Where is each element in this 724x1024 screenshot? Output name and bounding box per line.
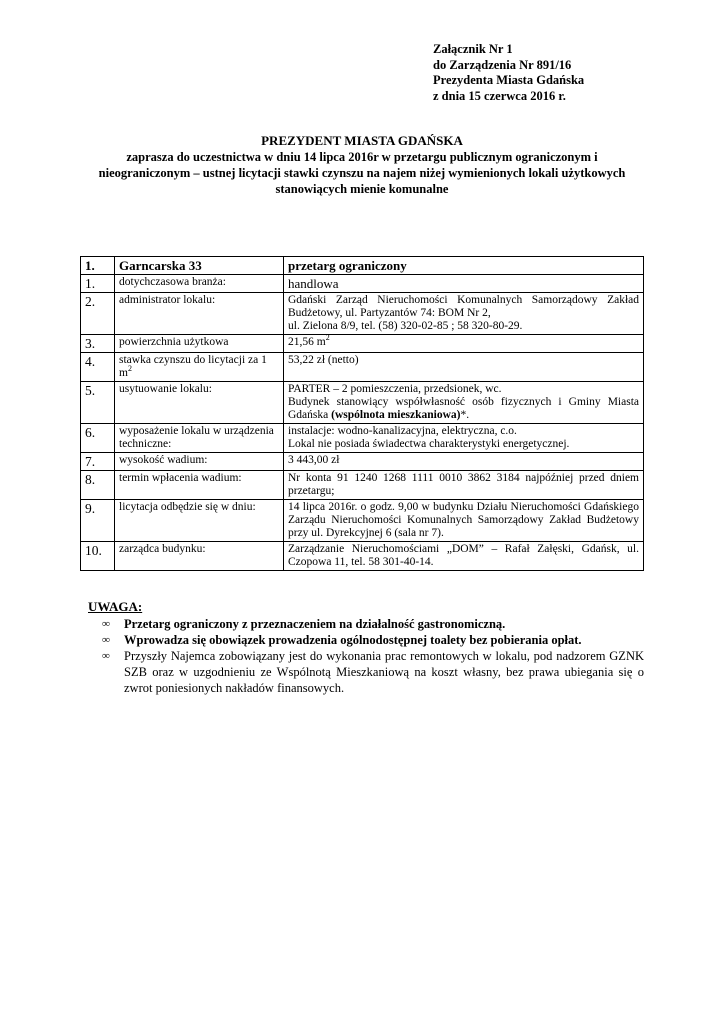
property-address: Garncarska 33 [115,257,284,275]
infinity-bullet-icon: ∞ [102,650,110,662]
row-number: 8. [81,471,115,500]
row-label: usytuowanie lokalu: [115,382,284,424]
attachment-number: Załącznik Nr 1 [433,42,513,56]
table-row [81,382,644,424]
row-number: 10. [81,542,115,571]
row-number: 5. [81,382,115,424]
admin-contact: ul. Zielona 8/9, tel. (58) 320-02-85 ; 58 320-80-29. [288,320,523,332]
row-value [284,424,644,453]
notes-section [88,599,644,696]
row-number: 6. [81,424,115,453]
row-number: 1. [81,257,115,275]
table-row [81,424,644,453]
table-row [81,500,644,542]
row-label: zarządca budynku: [115,542,284,571]
document-title: PREZYDENT MIASTA GDAŃSKA [261,133,463,148]
ownership-bold: (wspólnota mieszkaniowa) [331,409,461,421]
list-item [88,648,644,696]
row-value: Zarządzanie Nieruchomościami „DOM” – Rafał Załęski, Gdańsk, ul. Czopowa 11, tel. 58 301-40-14. [284,542,644,571]
attachment-issuer: Prezydenta Miasta Gdańska [433,73,585,87]
row-label: powierzchnia użytkowa [115,335,284,353]
row-label: licytacja odbędzie się w dniu: [115,500,284,542]
row-value: 14 lipca 2016r. o godz. 9,00 w budynku Działu Nieruchomości Gdańskiego Zarządu Nieruchomości Komunalnych Samorządowy Zakład Budżetowy przy ul. Dyrekcyjnej 6 (sala nr 7). [284,500,644,542]
table-row [81,293,644,335]
row-label: termin wpłacenia wadium: [115,471,284,500]
row-value [284,293,644,335]
table-row [81,471,644,500]
table-row [81,275,644,293]
table-row [81,542,644,571]
note-text: Przetarg ograniczony z przeznaczeniem na działalność gastronomiczną. [124,617,506,631]
rent-label-exponent: 2 [127,364,132,374]
row-number: 3. [81,335,115,353]
rent-label: stawka czynszu do licytacji za 1 m [119,354,267,379]
note-text: Wprowadza się obowiązek prowadzenia ogólnodostępnej toalety bez pobierania opłat. [124,633,582,647]
row-label [115,353,284,382]
list-item [88,616,644,632]
row-number: 7. [81,453,115,471]
row-value: 53,22 zł (netto) [284,353,644,382]
table-row [81,335,644,353]
installations-line: instalacje: wodno-kanalizacyjna, elektryczna, c.o. [288,425,517,437]
infinity-bullet-icon: ∞ [102,634,110,646]
property-table [80,256,644,571]
row-label: administrator lokalu: [115,293,284,335]
row-number: 9. [81,500,115,542]
row-number: 2. [81,293,115,335]
attachment-date: z dnia 15 czerwca 2016 r. [433,88,566,103]
list-item [88,632,644,648]
area-unit-exponent: 2 [325,333,330,343]
row-value: handlowa [284,275,644,293]
attachment-order: do Zarządzenia Nr 891/16 [433,57,572,72]
row-label: wysokość wadium: [115,453,284,471]
attachment-header [433,42,584,104]
location-line: PARTER – 2 pomieszczenia, przedsionek, wc. [288,383,502,395]
row-number: 1. [81,275,115,293]
document-subtitle: zaprasza do uczestnictwa w dniu 14 lipca 2016r w przetargu publicznym ograniczonym i nieograniczonym – ustnej licytacji stawki czynszu na najem niżej wymienionych lokali użytkowych stanowiących mienie komunalne [98,150,626,196]
tender-type: przetarg ograniczony [284,257,644,275]
infinity-bullet-icon: ∞ [102,618,110,630]
row-label: dotychczasowa branża: [115,275,284,293]
ownership-text: Budynek stanowiący współwłasność osób fizycznych i Gminy Miasta Gdańska [288,396,639,421]
note-text: Przyszły Najemca zobowiązany jest do wykonania prac remontowych w lokalu, pod nadzorem GZNK SZB oraz w uzgodnieniu ze Wspólnotą Mieszkaniową na koszt własny, bez prawa ubiegania się o zwrot poniesionych nakładów finansowych. [124,649,644,695]
row-value [284,382,644,424]
area-value: 21,56 m [288,336,326,348]
energy-cert-line: Lokal nie posiada świadectwa charakterystyki energetycznej. [288,438,570,450]
table-header-row [81,257,644,275]
table-row [81,353,644,382]
row-label: wyposażenie lokalu w urządzenia techniczne: [115,424,284,453]
notes-list [88,616,644,696]
row-value [284,335,644,353]
document-heading [80,133,644,197]
table-row [81,453,644,471]
admin-line: Gdański Zarząd Nieruchomości Komunalnych Samorządowy Zakład Budżetowy, ul. Partyzantów 74: BOM Nr 2, [288,294,639,319]
notes-title: UWAGA: [88,599,143,614]
row-value: Nr konta 91 1240 1268 1111 0010 3862 3184 najpóźniej przed dniem przetargu; [284,471,644,500]
row-value: 3 443,00 zł [284,453,644,471]
ownership-line [288,396,639,422]
ownership-tail: *. [460,409,470,421]
row-number: 4. [81,353,115,382]
